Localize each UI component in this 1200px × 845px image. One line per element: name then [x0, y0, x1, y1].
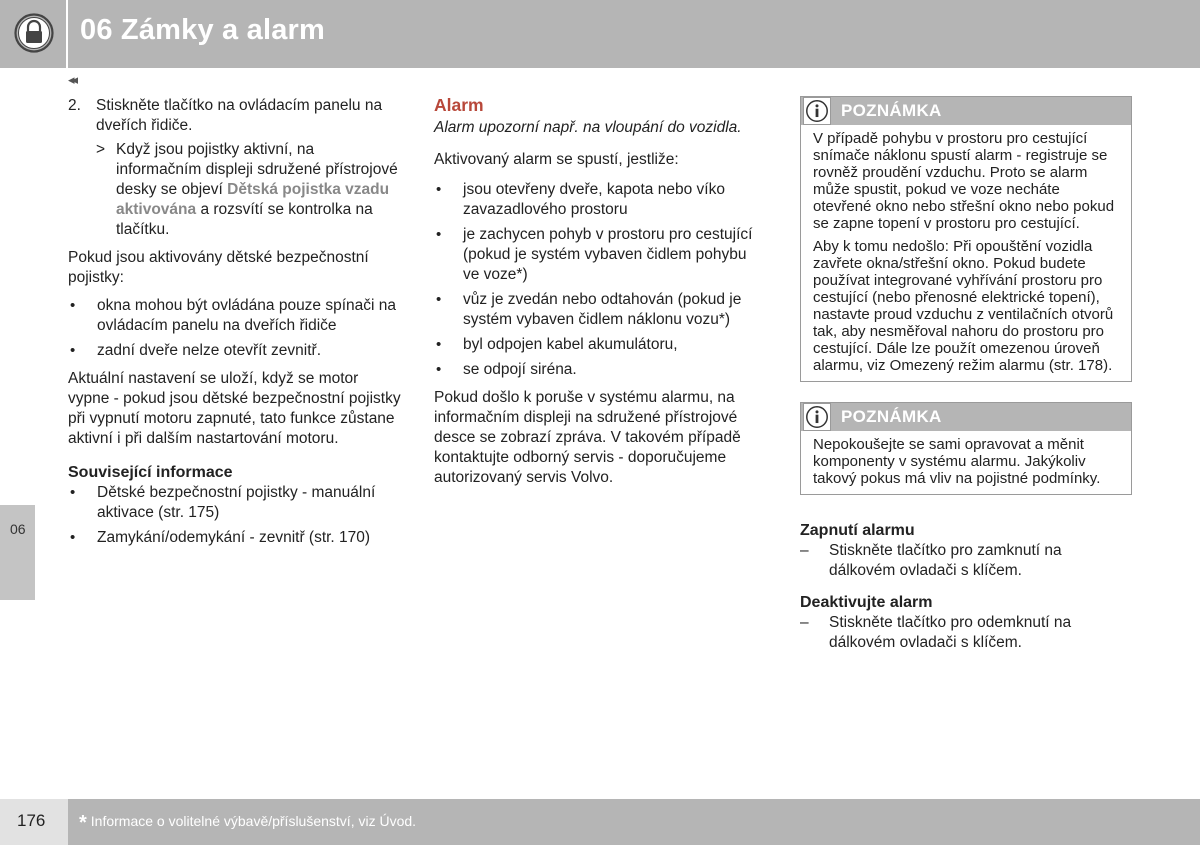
- list-item: • byl odpojen kabel akumulátoru,: [436, 336, 678, 353]
- chapter-side-tab-label: 06: [10, 521, 26, 537]
- paragraph: Pokud jsou aktivovány dětské bezpečnostní pojistky:: [68, 249, 369, 286]
- instruction-text: Stiskněte tlačítko pro odemknutí na dálkovém ovladači s klíčem.: [829, 614, 1072, 651]
- related-link[interactable]: • Zamykání/odemykání - zevnitř (str. 170): [70, 529, 371, 546]
- instruction-item: [800, 613, 1132, 653]
- bullet-list: [68, 296, 403, 361]
- note-body: [801, 125, 1131, 381]
- chapter-side-tab[interactable]: [0, 505, 35, 600]
- step-text: Stiskněte tlačítko na ovládacím panelu na dveřích řidiče.: [96, 97, 383, 134]
- step-item: [68, 96, 403, 136]
- page-number-box: [0, 799, 68, 845]
- footer-note: [79, 812, 416, 835]
- chapter-icon-box: [0, 0, 68, 68]
- list-item: • zadní dveře nelze otevřít zevnitř.: [70, 342, 322, 359]
- page-number: 176: [17, 811, 46, 830]
- lock-icon: [14, 13, 54, 53]
- related-info-list: [68, 483, 403, 548]
- section-intro: Alarm upozorní např. na vloupání do vozidla.: [434, 119, 742, 136]
- asterisk-marker: *: [79, 812, 87, 834]
- section-heading-arm-alarm: Zapnutí alarmu: [800, 522, 915, 539]
- note-body: [801, 431, 1131, 494]
- result-text-pre: Když jsou pojistky aktivní, na informačním displeji sdružené přístrojové desky se objeví: [116, 141, 398, 198]
- column-3: [800, 96, 1132, 665]
- note-header: [801, 97, 1131, 125]
- paragraph: Pokud došlo k poruše v systému alarmu, na informačním displeji na sdružené přístrojové desce se zobrazí zpráva. V takovém případě kontaktujte odborný servis - doporučujeme autorizovaný servis Volvo.: [434, 389, 741, 486]
- list-item: • okna mohou být ovládána pouze spínači na ovládacím panelu na dveřích řidiče: [70, 297, 397, 334]
- dash-marker: –: [800, 542, 809, 559]
- instruction-text: Stiskněte tlačítko pro zamknutí na dálkovém ovladači s klíčem.: [829, 542, 1062, 579]
- dash-marker: –: [800, 614, 809, 631]
- paragraph: Aktuální nastavení se uloží, když se motor vypne - pokud jsou dětské bezpečnostní pojistky při vypnutí motoru zapnuté, tato funkce zůstane aktivní i při dalším nastartování motoru.: [68, 370, 401, 447]
- note-paragraph: Nepokoušejte se sami opravovat a měnit komponenty v systému alarmu. Jakýkoliv takový pokus má vliv na pojistné podmínky.: [813, 436, 1101, 487]
- result-marker: >: [96, 141, 106, 158]
- section-heading-alarm: Alarm: [434, 95, 484, 115]
- related-info-heading: Související informace: [68, 464, 233, 481]
- related-link[interactable]: • Dětské bezpečnostní pojistky - manuální aktivace (str. 175): [70, 484, 376, 521]
- info-icon: [803, 403, 831, 431]
- paragraph: Aktivovaný alarm se spustí, jestliže:: [434, 151, 679, 168]
- note-title: POZNÁMKA: [841, 101, 942, 120]
- display-message-highlight: Dětská pojistka vzadu aktivována: [116, 181, 390, 218]
- chapter-header: [0, 0, 1200, 68]
- list-item: • jsou otevřeny dveře, kapota nebo víko zavazadlového prostoru: [436, 181, 725, 218]
- back-nav-icon[interactable]: ◂◂: [68, 72, 76, 87]
- result-text-post: a rozsvítí se kontrolka na tlačítku.: [116, 201, 373, 238]
- step-result: [68, 140, 403, 240]
- note-paragraph: V případě pohybu v prostoru pro cestující snímače náklonu spustí alarm - registruje se rovněž proudění vzduchu. Proto se alarm může spustit, pokud ve voze necháte otevřené okno nebo střešní okno nebo pokud se zapne topení v prostoru pro cestující.: [813, 130, 1115, 232]
- list-item: • se odpojí siréna.: [436, 361, 577, 378]
- info-icon: [803, 97, 831, 125]
- bullet-list: [434, 180, 764, 380]
- note-title: POZNÁMKA: [841, 407, 942, 426]
- note-box: [800, 96, 1132, 382]
- column-2: [434, 96, 764, 496]
- step-number: 2.: [68, 97, 81, 114]
- column-1: [68, 96, 403, 556]
- note-paragraph: Aby k tomu nedošlo: Při opouštění vozidla zavřete okna/střešní okno. Pokud budete používat integrované vyhřívání prostoru pro cestující (nebo přenosné elektrické topení), nastavte proud vzduchu z ventilačních otvorů tak, aby nesměřoval nahoru do prostoru pro cestující. Dále lze použít omezenou úroveň alarmu, viz Omezený režim alarmu (str. 178).: [813, 238, 1114, 374]
- instruction-item: [800, 541, 1132, 581]
- note-box: [800, 402, 1132, 495]
- page-footer: [0, 799, 1200, 845]
- list-item: • vůz je zvedán nebo odtahován (pokud je systém vybaven čidlem náklonu vozu*): [436, 291, 742, 328]
- footer-note-text: Informace o volitelné výbavě/příslušenství, viz Úvod.: [90, 813, 417, 829]
- list-item: • je zachycen pohyb v prostoru pro cestující (pokud je systém vybaven čidlem pohybu ve voze*): [436, 226, 753, 283]
- chapter-title: 06 Zámky a alarm: [80, 14, 326, 46]
- note-header: [801, 403, 1131, 431]
- section-heading-disarm-alarm: Deaktivujte alarm: [800, 594, 933, 611]
